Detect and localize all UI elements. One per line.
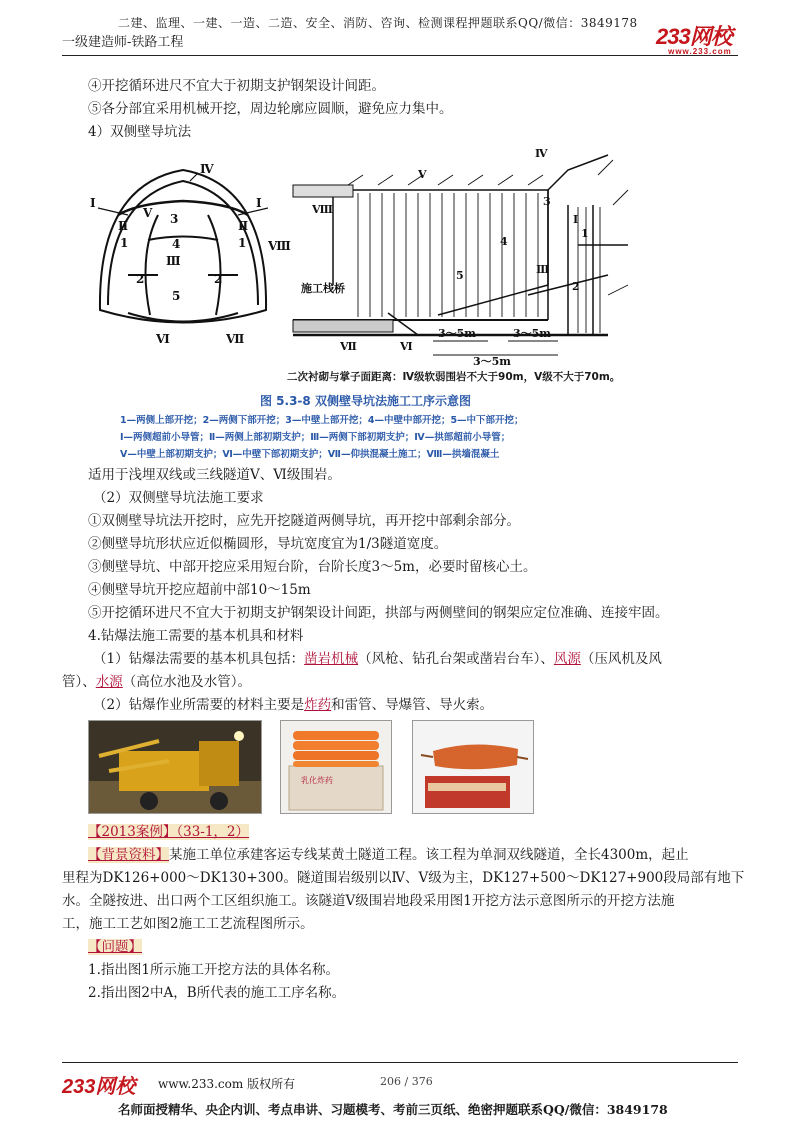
keyword-air-source[interactable]: 风源 bbox=[553, 651, 581, 667]
roman-label: Ⅳ bbox=[535, 147, 548, 160]
figure-note: 二次衬砌与掌子面距离：Ⅳ级软弱围岩不大于90m，Ⅴ级不大于70m。 bbox=[287, 371, 621, 383]
footer-site[interactable]: www.233.com 版权所有 bbox=[158, 1077, 296, 1091]
number-label: 1 bbox=[581, 227, 589, 240]
roman-label: Ⅶ bbox=[340, 340, 357, 353]
roman-label: Ⅷ bbox=[312, 203, 333, 216]
keyword-rock-drill[interactable]: 凿岩机械 bbox=[304, 651, 359, 667]
footer-divider bbox=[62, 1062, 738, 1063]
text-line: 4.钻爆法施工需要的基本机具和材料 bbox=[88, 628, 304, 644]
dimension-label: 3～5m bbox=[438, 327, 476, 340]
figure-caption-line: 1—两侧上部开挖；2—两侧下部开挖；3—中壁上部开挖；4—中壁中部开挖；5—中下部开挖； bbox=[120, 415, 524, 426]
roman-label: Ⅰ bbox=[90, 196, 96, 210]
roman-label: Ⅰ bbox=[256, 196, 262, 210]
roman-label: Ⅳ bbox=[200, 162, 214, 176]
question-label: 【问题】 bbox=[88, 939, 142, 955]
text-line: 4）双侧壁导坑法 bbox=[88, 124, 192, 140]
number-label: 5 bbox=[172, 289, 181, 303]
text-line: （2）双侧壁导坑法施工要求 bbox=[93, 490, 264, 506]
header-contact-line: 二建、监理、一建、一造、二造、安全、消防、咨询、检测课程押题联系QQ/微信：3849178 bbox=[118, 16, 638, 30]
text-line: ③侧壁导坑、中部开挖应采用短台阶，台阶长度3～5m，必要时留核心土。 bbox=[88, 559, 537, 575]
text-line: ①双侧壁导坑法开挖时，应先开挖隧道两侧导坑，再开挖中部剩余部分。 bbox=[88, 513, 520, 529]
box-label: 乳化炸药 bbox=[301, 776, 333, 785]
number-label: 1 bbox=[238, 236, 247, 250]
text-line: ⑤各分部宜采用机械开挖，周边轮廓应圆顺，避免应力集中。 bbox=[88, 101, 453, 117]
number-label: 1 bbox=[120, 236, 129, 250]
header-divider bbox=[62, 55, 738, 56]
roman-label: Ⅴ bbox=[418, 168, 427, 181]
number-label: 4 bbox=[172, 237, 181, 251]
page-number: 206 / 376 bbox=[380, 1075, 433, 1088]
text-line: ④开挖循环进尺不宜大于初期支护钢架设计间距。 bbox=[88, 78, 385, 94]
roman-label: Ⅴ bbox=[143, 206, 153, 220]
question-1: 1.指出图1所示施工开挖方法的具体名称。 bbox=[88, 962, 339, 978]
number-label: 3 bbox=[170, 212, 179, 226]
roman-label: Ⅱ bbox=[238, 219, 249, 233]
case-title: 【2013案例】（33-1，2） bbox=[88, 824, 250, 840]
number-label: 2 bbox=[136, 272, 145, 286]
roman-label: Ⅷ bbox=[268, 239, 291, 253]
question-2: 2.指出图2中A，B所代表的施工工序名称。 bbox=[88, 985, 346, 1001]
header-logo[interactable]: 233网校 www.233.com bbox=[656, 24, 732, 56]
roman-label: Ⅵ bbox=[156, 332, 170, 346]
emulsion-explosive-photo bbox=[280, 720, 392, 814]
number-label: 4 bbox=[500, 235, 508, 248]
text-line: 管）、水源（高位水池及水管）。 bbox=[62, 674, 251, 690]
explosive-stick-photo bbox=[412, 720, 534, 814]
drilling-jumbo-photo bbox=[88, 720, 262, 814]
text-line: （2）钻爆作业所需要的材料主要是炸药和雷管、导爆管、导火索。 bbox=[93, 697, 494, 713]
case-background-line: 【背景资料】某施工单位承建客运专线某黄土隧道工程。该工程为单洞双线隧道，全长4300m，起止 bbox=[88, 847, 689, 863]
roman-label: Ⅵ bbox=[400, 340, 413, 353]
tunnel-diagram bbox=[88, 145, 648, 370]
number-label: 5 bbox=[456, 269, 464, 282]
text-line: 适用于浅埋双线或三线隧道Ⅴ、Ⅵ级围岩。 bbox=[88, 467, 341, 483]
dimension-label: 3～5m bbox=[513, 327, 551, 340]
roman-label: Ⅲ bbox=[536, 263, 550, 276]
figure-caption-title: 图 5.3-8 双侧壁导坑法施工工序示意图 bbox=[260, 394, 471, 408]
footer-contact-line: 名师面授精华、央企内训、考点串讲、习题模考、考前三页纸、绝密押题联系QQ/微信：3849178 bbox=[118, 1102, 668, 1117]
roman-label: Ⅱ bbox=[118, 219, 129, 233]
bridge-label: 施工栈桥 bbox=[301, 282, 345, 295]
roman-label: Ⅶ bbox=[226, 332, 245, 346]
number-label: 2 bbox=[214, 272, 223, 286]
keyword-water-source[interactable]: 水源 bbox=[95, 674, 123, 690]
case-background-line: 里程为DK126+000～DK130+300。隧道围岩级别以Ⅳ、Ⅴ级为主，DK127+500～DK127+900段局部有地下 bbox=[62, 870, 745, 886]
number-label: 2 bbox=[572, 280, 580, 293]
dimension-label: 3～5m bbox=[473, 355, 511, 368]
roman-label: Ⅲ bbox=[166, 254, 181, 268]
figure-caption-line: Ⅰ—两侧超前小导管；Ⅱ—两侧上部初期支护；Ⅲ—两侧下部初期支护；Ⅳ—拱部超前小导管； bbox=[120, 432, 511, 443]
text-line: ②侧壁导坑形状应近似椭圆形，导坑宽度宜为1/3隧道宽度。 bbox=[88, 536, 448, 552]
case-background-line: 工，施工工艺如图2施工工艺流程图所示。 bbox=[62, 916, 314, 932]
number-label: 3 bbox=[543, 195, 551, 208]
footer-logo[interactable]: 233网校 bbox=[62, 1076, 136, 1098]
header-subject: 一级建造师-铁路工程 bbox=[62, 35, 184, 50]
case-background-line: 水。全隧按进、出口两个工区组织施工。该隧道Ⅴ级围岩地段采用图1开挖方法示意图所示的开挖方法施 bbox=[62, 893, 675, 909]
text-line: ⑤开挖循环进尺不宜大于初期支护钢架设计间距，拱部与两侧壁间的钢架应定位准确、连接牢固。 bbox=[88, 605, 669, 621]
roman-label: Ⅰ bbox=[573, 213, 579, 226]
keyword-explosive[interactable]: 炸药 bbox=[304, 697, 332, 713]
figure-caption-line: Ⅴ—中壁上部初期支护；Ⅵ—中壁下部初期支护；Ⅶ—仰拱混凝土施工；Ⅷ—拱墙混凝土 bbox=[120, 449, 500, 460]
background-label: 【背景资料】 bbox=[88, 847, 169, 863]
text-line: ④侧壁导坑开挖应超前中部10～15m bbox=[88, 582, 311, 598]
text-line: （1）钻爆法需要的基本机具包括：凿岩机械（风枪、钻孔台架或凿岩台车）、风源（压风机及风 bbox=[93, 651, 662, 667]
